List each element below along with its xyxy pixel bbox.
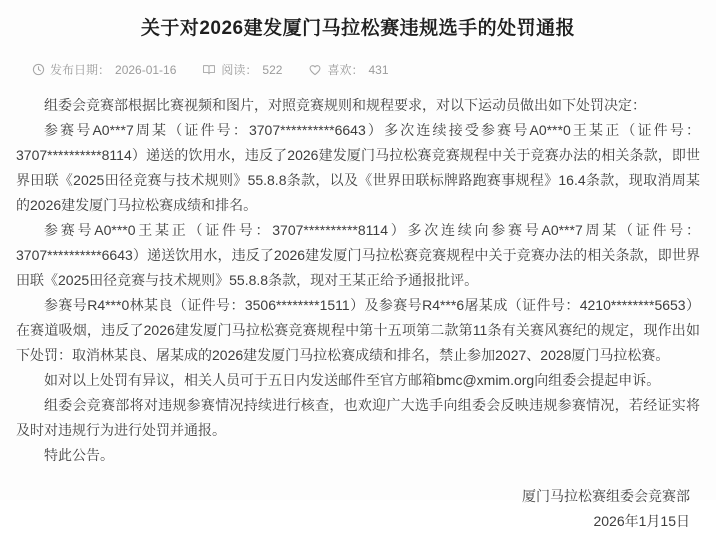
paragraph-penalty-lin-tu: 参赛号R4***0林某良（证件号：3506********1511）及参赛号R4***6屠某成（证件号：4210********5653）在赛道吸烟，违反了2026建发厦门马拉松赛竞赛规程中第十五项第二款第11条有关赛风赛纪的规定，现作出如下处罚：取消林某良、屠某成的2026建发厦门马拉松赛成绩和排名，禁止参加2027、2028厦门马拉松赛。: [16, 297, 700, 363]
paragraph-followup: 组委会竞赛部将对违规参赛情况持续进行核查，也欢迎广大选手向组委会反映违规参赛情况，若经证实将及时对违规行为进行处罚并通报。: [16, 397, 700, 438]
publish-date-value: 2026-01-16: [115, 62, 177, 77]
signature-date: 2026年1月15日: [593, 513, 690, 529]
paragraph-appeal: 如对以上处罚有异议，相关人员可于五日内发送邮件至官方邮箱bmc@xmim.org向组委会提起申诉。: [44, 372, 661, 388]
clock-icon: [32, 63, 45, 76]
like-count-item[interactable]: [308, 61, 388, 78]
paragraph-penalty-wang: 参赛号A0***0王某正（证件号：3707**********8114）多次连续向参赛号A0***7周某（证件号：3707**********6643）递送饮用水，违反了2026建发厦门马拉松赛竞赛规程中关于竞赛办法的相关条款，即世界田联《2025田径竞赛与技术规则》55.8.8条款，现对王某正给予通报批评。: [16, 222, 700, 288]
paragraph-penalty-zhou: 参赛号A0***7周某（证件号：3707**********6643）多次连续接受参赛号A0***0王某正（证件号：3707**********8114）递送的饮用水，违反了2026建发厦门马拉松赛竞赛规程中关于竞赛办法的相关条款，即世界田联《2025田径竞赛与技术规则》55.8.8条款，以及《世界田联标牌路跑赛事规程》16.4条款，现取消周某的2026建发厦门马拉松赛成绩和排名。: [16, 122, 700, 213]
read-count-item: [202, 61, 282, 78]
read-count-value: 522: [262, 62, 283, 77]
publish-date-label: 发布日期：: [50, 63, 111, 77]
signature-block: [0, 484, 716, 534]
like-count-label: 喜欢：: [327, 63, 364, 77]
signature-org: 厦门马拉松赛组委会竞赛部: [522, 488, 690, 504]
book-icon: [202, 63, 216, 76]
publish-date-item: [32, 61, 176, 78]
paragraph-closing: 特此公告。: [44, 447, 114, 463]
paragraph-intro: 组委会竞赛部根据比赛视频和图片，对照竞赛规则和规程要求，对以下运动员做出如下处罚决定：: [44, 97, 646, 113]
article-meta-row: [32, 61, 716, 78]
article-body: [0, 93, 716, 468]
like-count-value: 431: [368, 62, 389, 77]
page-title: 关于对2026建发厦门马拉松赛违规选手的处罚通报: [140, 18, 576, 39]
read-count-label: 阅读：: [221, 63, 258, 77]
heart-icon[interactable]: [308, 63, 322, 76]
